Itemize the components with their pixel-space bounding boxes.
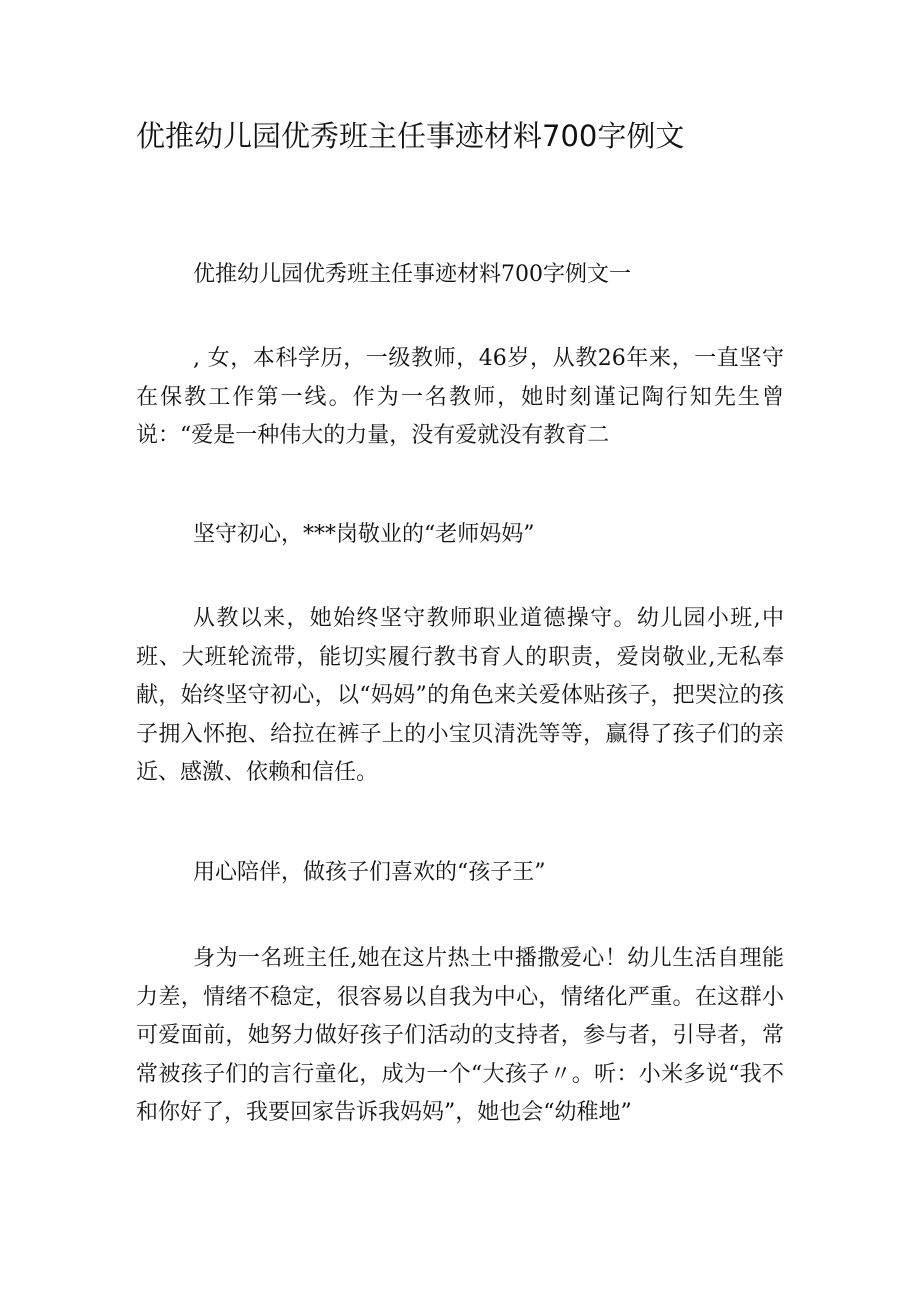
paragraph-section-1: 从教以来，她始终坚守教师职业道德操守。幼儿园小班,中班、大班轮流带，能切实履行教书育人的职责，爱岗敬业,无私奉献，始终坚守初心，以“妈妈”的角色来关爱体贴孩子，把哭泣的孩子拥入怀抱、给拉在裤子上的小宝贝清洗等等，赢得了孩子们的亲近、感激、依赖和信任。 bbox=[136, 606, 784, 785]
section-heading-2: 用心陪伴，做孩子们喜欢的“孩子王” bbox=[193, 860, 546, 885]
paragraph-section-2: 身为一名班主任,她在这片热土中播撒爱心！幼儿生活自理能力差，情绪不稳定，很容易以自我为中心，情绪化严重。在这群小可爱面前，她努力做好孩子们活动的支持者，参与者，引导者，常常被孩子们的言行童化，成为一个“大孩子〃。听：小米多说“我不和你好了，我要回家告诉我妈妈”，她也会“幼稚地” bbox=[136, 946, 784, 1125]
document-subtitle: 优推幼儿园优秀班主任事迹材料700字例文一 bbox=[193, 262, 631, 287]
section-heading-1: 坚守初心，***岗敬业的“老师妈妈” bbox=[193, 522, 535, 547]
paragraph-intro: , 女，本科学历，一级教师，46岁，从教26年来，一直坚守在保教工作第一线。作为一名教师，她时刻谨记陶行知先生曾说：“爱是一种伟大的力量，没有爱就没有教育二 bbox=[136, 346, 784, 448]
document-title: 优推幼儿园优秀班主任事迹材料700字例文 bbox=[136, 119, 685, 153]
